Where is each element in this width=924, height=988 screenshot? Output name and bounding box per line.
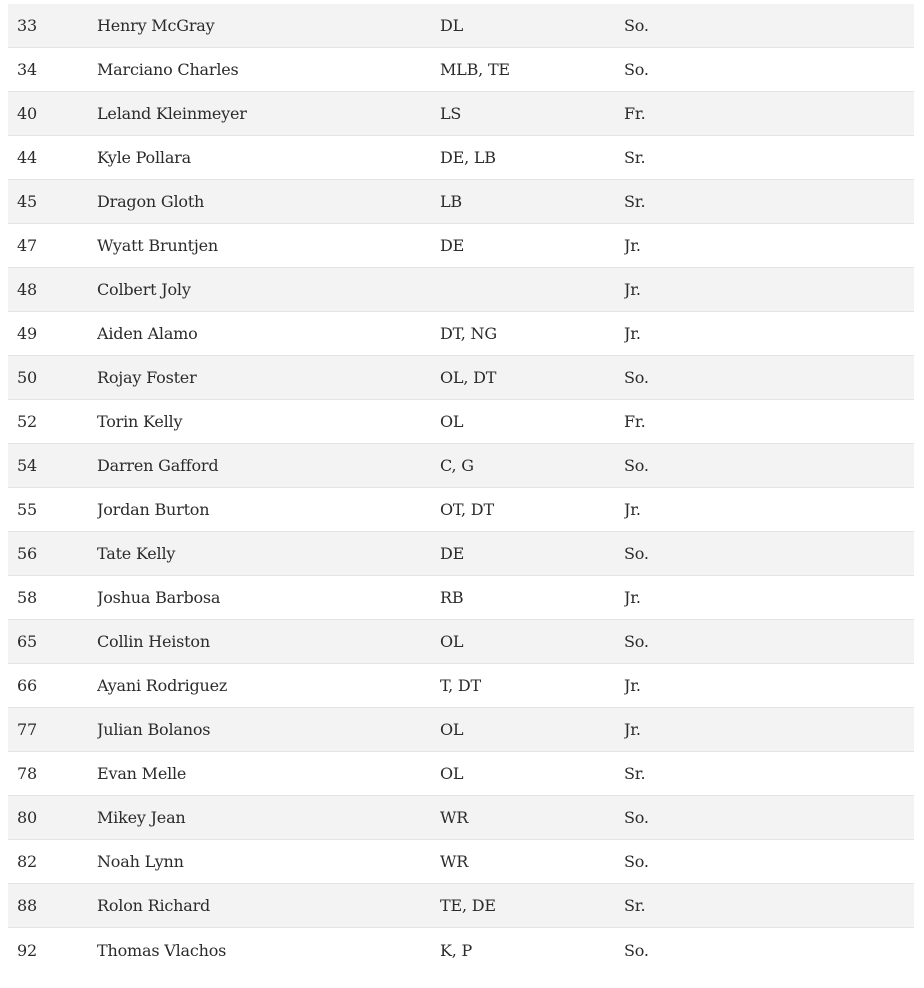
- player-position: OL: [440, 412, 464, 431]
- player-position: LB: [440, 192, 462, 211]
- table-row: [8, 620, 914, 664]
- player-name: Joshua Barbosa: [97, 588, 221, 607]
- player-year: So.: [624, 16, 649, 35]
- player-name: Marciano Charles: [97, 60, 239, 79]
- player-name: Henry McGray: [97, 16, 215, 35]
- player-name: Kyle Pollara: [97, 148, 191, 167]
- table-row: [8, 664, 914, 708]
- player-number: 33: [17, 16, 37, 35]
- player-position: OL: [440, 720, 464, 739]
- table-row: [8, 708, 914, 752]
- player-position: TE, DE: [440, 896, 496, 915]
- player-number: 47: [17, 236, 37, 255]
- table-row: [8, 136, 914, 180]
- player-name: Julian Bolanos: [97, 720, 211, 739]
- table-row: [8, 180, 914, 224]
- player-name: Dragon Gloth: [97, 192, 205, 211]
- player-number: 54: [17, 456, 37, 475]
- player-number: 48: [17, 280, 37, 299]
- player-year: Fr.: [624, 104, 646, 123]
- player-position: OT, DT: [440, 500, 494, 519]
- player-name: Rojay Foster: [97, 368, 197, 387]
- player-number: 78: [17, 764, 37, 783]
- player-name: Collin Heiston: [97, 632, 210, 651]
- player-position: WR: [440, 852, 469, 871]
- player-name: Noah Lynn: [97, 852, 184, 871]
- table-row: [8, 884, 914, 928]
- player-name: Rolon Richard: [97, 896, 211, 915]
- player-position: DE: [440, 544, 465, 563]
- player-year: Jr.: [624, 236, 641, 255]
- player-name: Tate Kelly: [97, 544, 176, 563]
- table-row: [8, 224, 914, 268]
- player-year: Fr.: [624, 412, 646, 431]
- player-name: Jordan Burton: [97, 500, 210, 519]
- table-row: [8, 268, 914, 312]
- player-year: Sr.: [624, 192, 646, 211]
- player-position: DE: [440, 236, 465, 255]
- player-number: 52: [17, 412, 37, 431]
- player-number: 65: [17, 632, 37, 651]
- table-row: [8, 488, 914, 532]
- player-number: 88: [17, 896, 37, 915]
- player-number: 92: [17, 940, 37, 960]
- player-position: OL: [440, 632, 464, 651]
- player-year: So.: [624, 852, 649, 871]
- table-row: [8, 532, 914, 576]
- table-row: [8, 312, 914, 356]
- player-name: Wyatt Bruntjen: [97, 236, 218, 255]
- player-year: Jr.: [624, 280, 641, 299]
- player-year: Jr.: [624, 588, 641, 607]
- player-position: RB: [440, 588, 464, 607]
- player-number: 40: [17, 104, 37, 123]
- player-position: DL: [440, 16, 464, 35]
- player-name: Evan Melle: [97, 764, 187, 783]
- player-position: OL, DT: [440, 368, 497, 387]
- player-position: LS: [440, 104, 462, 123]
- player-number: 58: [17, 588, 37, 607]
- player-year: So.: [624, 60, 649, 79]
- player-number: 50: [17, 368, 37, 387]
- player-number: 66: [17, 676, 37, 695]
- player-position: WR: [440, 808, 469, 827]
- player-year: So.: [624, 940, 649, 960]
- player-number: 56: [17, 544, 37, 563]
- player-year: Jr.: [624, 720, 641, 739]
- player-year: Jr.: [624, 676, 641, 695]
- table-row: [8, 576, 914, 620]
- player-name: Darren Gafford: [97, 456, 219, 475]
- table-row: [8, 752, 914, 796]
- player-name: Torin Kelly: [97, 412, 183, 431]
- player-number: 77: [17, 720, 37, 739]
- player-position: MLB, TE: [440, 60, 510, 79]
- player-number: 49: [17, 324, 37, 343]
- player-year: Jr.: [624, 324, 641, 343]
- player-year: So.: [624, 368, 649, 387]
- player-year: So.: [624, 544, 649, 563]
- player-name: Ayani Rodriguez: [97, 676, 228, 695]
- player-year: Sr.: [624, 764, 646, 783]
- player-number: 44: [17, 148, 37, 167]
- player-year: Jr.: [624, 500, 641, 519]
- player-position: DT, NG: [440, 324, 497, 343]
- table-row: [8, 840, 914, 884]
- table-row: [8, 444, 914, 488]
- table-row: [8, 48, 914, 92]
- table-row: [8, 400, 914, 444]
- player-position: OL: [440, 764, 464, 783]
- player-year: Sr.: [624, 896, 646, 915]
- player-position: T, DT: [440, 676, 481, 695]
- player-number: 34: [17, 60, 37, 79]
- roster-table: [8, 4, 914, 972]
- player-name: Thomas Vlachos: [97, 940, 227, 960]
- player-number: 45: [17, 192, 37, 211]
- table-row: [8, 928, 914, 972]
- table-row: [8, 356, 914, 400]
- player-name: Colbert Joly: [97, 280, 191, 299]
- table-row: [8, 796, 914, 840]
- player-position: K, P: [440, 940, 473, 960]
- player-name: Aiden Alamo: [97, 324, 198, 343]
- player-number: 82: [17, 852, 37, 871]
- player-position: DE, LB: [440, 148, 496, 167]
- player-number: 80: [17, 808, 37, 827]
- player-year: Sr.: [624, 148, 646, 167]
- player-year: So.: [624, 808, 649, 827]
- player-year: So.: [624, 456, 649, 475]
- player-name: Mikey Jean: [97, 808, 186, 827]
- table-row: [8, 92, 914, 136]
- player-year: So.: [624, 632, 649, 651]
- player-number: 55: [17, 500, 37, 519]
- table-row: [8, 4, 914, 48]
- player-name: Leland Kleinmeyer: [97, 104, 247, 123]
- player-position: C, G: [440, 456, 474, 475]
